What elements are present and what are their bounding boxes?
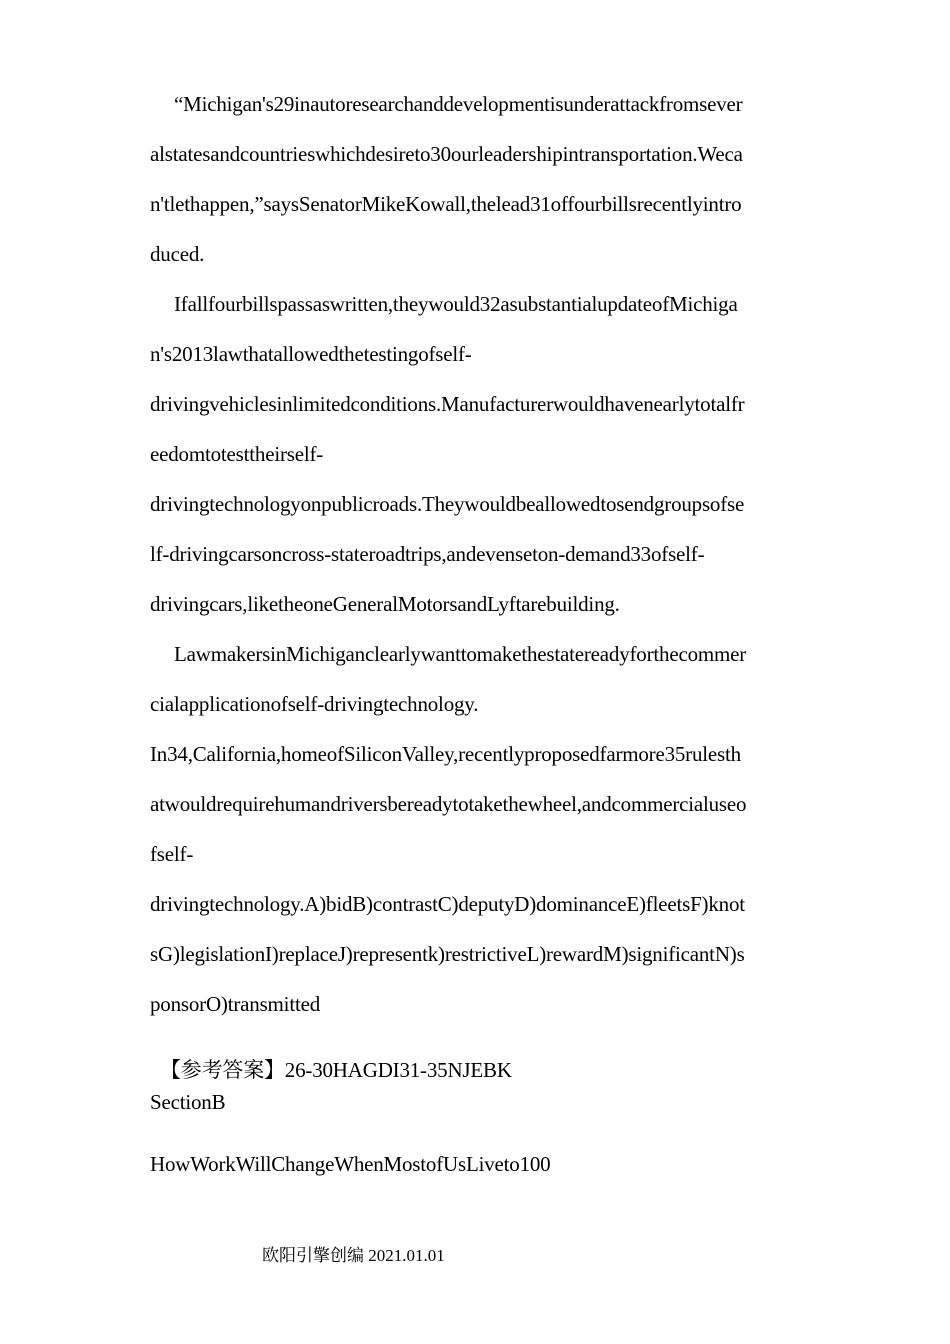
paragraph-3-line-3: In34,California,homeofSiliconValley,recentlyproposedfarmore35rulesth [150, 742, 741, 766]
paragraph-2-line-3: drivingvehiclesinlimitedconditions.Manufacturerwouldhavenearlytotalfr [150, 392, 745, 416]
paragraph-1-line-3: n'tlethappen,”saysSenatorMikeKowall,thelead31offourbillsrecentlyintro [150, 192, 742, 216]
word-bank-line-3: ponsorO)transmitted [150, 992, 321, 1016]
paragraph-1-line-2: alstatesandcountrieswhichdesireto30ourleadershipintransportation.Weca [150, 142, 743, 166]
paragraph-3-line-1: LawmakersinMichiganclearlywanttomakethestatereadyforthecommer [174, 642, 747, 666]
paragraph-2-line-1: Ifallfourbillspassaswritten,theywould32asubstantialupdateofMichiga [174, 292, 738, 316]
paragraph-2-line-7: drivingcars,liketheoneGeneralMotorsandLyftarebuilding. [150, 592, 620, 616]
paragraph-1-line-1: “Michigan's29inautoresearchanddevelopmentisunderattackfromsever [174, 92, 743, 116]
passage-title: HowWorkWillChangeWhenMostofUsLiveto100 [150, 1152, 551, 1176]
paragraph-3-line-5: fself- [150, 842, 194, 866]
paragraph-3-line-4: atwouldrequirehumandriversbereadytotakethewheel,andcommercialuseo [150, 792, 747, 816]
section-heading: SectionB [150, 1090, 226, 1114]
paragraph-2-line-6: lf-drivingcarsoncross-stateroadtrips,andevenseton-demand33ofself- [150, 542, 705, 566]
paragraph-3-line-2: cialapplicationofself-drivingtechnology. [150, 692, 479, 716]
paragraph-2-line-4: eedomtotesttheirself- [150, 442, 324, 466]
word-bank-line-1: drivingtechnology.A)bidB)contrastC)deputyD)dominanceE)fleetsF)knot [150, 892, 745, 916]
answer-key: 【参考答案】26-30HAGDI31-35NJEBK [160, 1058, 512, 1082]
paragraph-2-line-2: n's2013lawthatallowedthetestingofself- [150, 342, 472, 366]
page-footer: 欧阳引擎创编 2021.01.01 [262, 1246, 445, 1265]
paragraph-2-line-5: drivingtechnologyonpublicroads.Theywouldbeallowedtosendgroupsofse [150, 492, 745, 516]
word-bank-line-2: sG)legislationI)replaceJ)representk)restrictiveL)rewardM)significantN)s [150, 942, 745, 966]
paragraph-1-line-4: duced. [150, 242, 205, 266]
